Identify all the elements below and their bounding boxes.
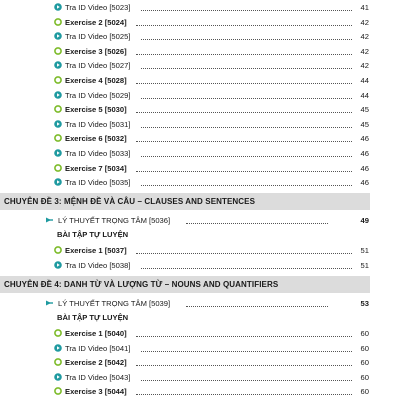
exercise-entry[interactable]: [0, 15, 400, 30]
page-number: 42: [360, 46, 369, 56]
video-entry[interactable]: [0, 258, 400, 273]
exercise-label: Exercise 3 [5044]: [65, 387, 127, 397]
leader-dots: [141, 126, 352, 128]
video-label: Tra ID Video [5035]: [65, 178, 131, 188]
video-label: Tra ID Video [5033]: [65, 149, 131, 158]
video-entry[interactable]: [0, 175, 400, 190]
circle-icon: [54, 329, 62, 337]
play-icon: [54, 373, 62, 381]
leader-dots: [136, 24, 352, 26]
leader-dots: [141, 267, 352, 269]
exercise-label: Exercise 1 [5040]: [65, 329, 127, 338]
page-number: 60: [360, 343, 369, 353]
page-number: 60: [360, 329, 369, 338]
play-icon: [54, 3, 62, 11]
leader-dots: [136, 53, 352, 55]
exercise-label: Exercise 3 [5026]: [65, 46, 127, 56]
page-number: 53: [360, 299, 369, 308]
chapter-3-practice-heading: BÀI TẬP TỰ LUYỆN: [57, 230, 129, 239]
page-number: 45: [360, 105, 369, 115]
play-icon: [54, 91, 62, 99]
theory-label: LÝ THUYẾT TRỌNG TÂM [5039]: [58, 299, 171, 308]
play-icon: [54, 178, 62, 186]
play-icon: [54, 344, 62, 352]
page-number: 60: [360, 387, 369, 397]
video-entry[interactable]: [0, 370, 400, 385]
video-label: Tra ID Video [5029]: [65, 90, 131, 100]
exercise-label: Exercise 4 [5028]: [65, 76, 127, 85]
video-entry[interactable]: [0, 88, 400, 103]
leader-dots: [136, 252, 352, 254]
chapter-3-theory-entry[interactable]: [0, 213, 400, 228]
video-label: Tra ID Video [5041]: [65, 343, 131, 353]
page-number: 46: [360, 134, 369, 144]
page-number: 46: [360, 178, 369, 188]
page-number: 42: [360, 32, 369, 42]
chapter-3-heading[interactable]: CHUYÊN ĐỀ 3: MỆNH ĐỀ VÀ CÂU – CLAUSES AND SENTENCES: [0, 193, 370, 210]
video-label: Tra ID Video [5025]: [65, 32, 131, 42]
exercise-label: Exercise 1 [5037]: [65, 246, 127, 255]
video-entry[interactable]: [0, 58, 400, 73]
play-icon: [54, 120, 62, 128]
video-entry[interactable]: [0, 29, 400, 44]
page-number: 46: [360, 149, 369, 158]
exercise-entry[interactable]: [0, 131, 400, 146]
play-icon: [54, 61, 62, 69]
page-number: 51: [360, 260, 369, 270]
exercise-entry[interactable]: [0, 243, 400, 258]
chapter-4-heading[interactable]: CHUYÊN ĐỀ 4: DANH TỪ VÀ LƯỢNG TỪ – NOUNS AND QUANTIFIERS: [0, 276, 370, 293]
page-number: 60: [360, 372, 369, 382]
video-label: Tra ID Video [5043]: [65, 372, 131, 382]
video-entry[interactable]: [0, 117, 400, 132]
video-label: Tra ID Video [5023]: [65, 3, 131, 12]
play-icon: [54, 32, 62, 40]
leader-dots: [141, 350, 352, 352]
page-number: 51: [360, 246, 369, 255]
circle-icon: [54, 164, 62, 172]
leader-dots: [141, 379, 352, 381]
exercise-label: Exercise 7 [5034]: [65, 163, 127, 173]
page-number: 42: [360, 17, 369, 27]
leader-dots: [136, 393, 352, 395]
leader-dots: [141, 97, 352, 99]
leader-dots: [141, 184, 352, 186]
page-number: 45: [360, 119, 369, 129]
leader-dots: [141, 67, 352, 69]
theory-label: LÝ THUYẾT TRỌNG TÂM [5036]: [58, 216, 171, 225]
chapter-4-practice-heading: BÀI TẬP TỰ LUYỆN: [57, 313, 129, 322]
leader-dots: [136, 111, 352, 113]
exercise-entry[interactable]: [0, 73, 400, 88]
arrow-icon: [46, 216, 54, 224]
circle-icon: [54, 18, 62, 26]
leader-dots: [186, 305, 328, 307]
exercise-label: Exercise 2 [5024]: [65, 17, 127, 27]
page-number: 44: [360, 76, 369, 85]
chapter-4-theory-entry[interactable]: [0, 296, 400, 311]
exercise-entry[interactable]: [0, 384, 400, 399]
video-entry[interactable]: [0, 0, 400, 15]
exercise-label: Exercise 5 [5030]: [65, 105, 127, 115]
video-label: Tra ID Video [5027]: [65, 61, 131, 71]
leader-dots: [136, 364, 352, 366]
page-number: 41: [360, 3, 369, 12]
circle-icon: [54, 134, 62, 142]
circle-icon: [54, 105, 62, 113]
exercise-label: Exercise 2 [5042]: [65, 358, 127, 368]
arrow-icon: [46, 299, 54, 307]
leader-dots: [141, 9, 352, 11]
exercise-entry[interactable]: [0, 102, 400, 117]
exercise-entry[interactable]: [0, 355, 400, 370]
leader-dots: [141, 155, 352, 157]
circle-icon: [54, 76, 62, 84]
circle-icon: [54, 387, 62, 395]
page-number: 46: [360, 163, 369, 173]
video-label: Tra ID Video [5031]: [65, 119, 131, 129]
circle-icon: [54, 358, 62, 366]
play-icon: [54, 261, 62, 269]
page-number: 60: [360, 358, 369, 368]
leader-dots: [186, 222, 328, 224]
video-entry[interactable]: [0, 146, 400, 161]
page-number: 42: [360, 61, 369, 71]
video-entry[interactable]: [0, 341, 400, 356]
leader-dots: [136, 82, 352, 84]
play-icon: [54, 149, 62, 157]
leader-dots: [136, 335, 352, 337]
circle-icon: [54, 47, 62, 55]
page-number: 44: [360, 90, 369, 100]
exercise-entry[interactable]: [0, 44, 400, 59]
video-label: Tra ID Video [5038]: [65, 260, 131, 270]
exercise-entry[interactable]: [0, 161, 400, 176]
circle-icon: [54, 246, 62, 254]
exercise-entry[interactable]: [0, 326, 400, 341]
leader-dots: [136, 170, 352, 172]
leader-dots: [141, 38, 352, 40]
leader-dots: [136, 140, 352, 142]
page-number: 49: [360, 216, 369, 225]
exercise-label: Exercise 6 [5032]: [65, 134, 127, 144]
